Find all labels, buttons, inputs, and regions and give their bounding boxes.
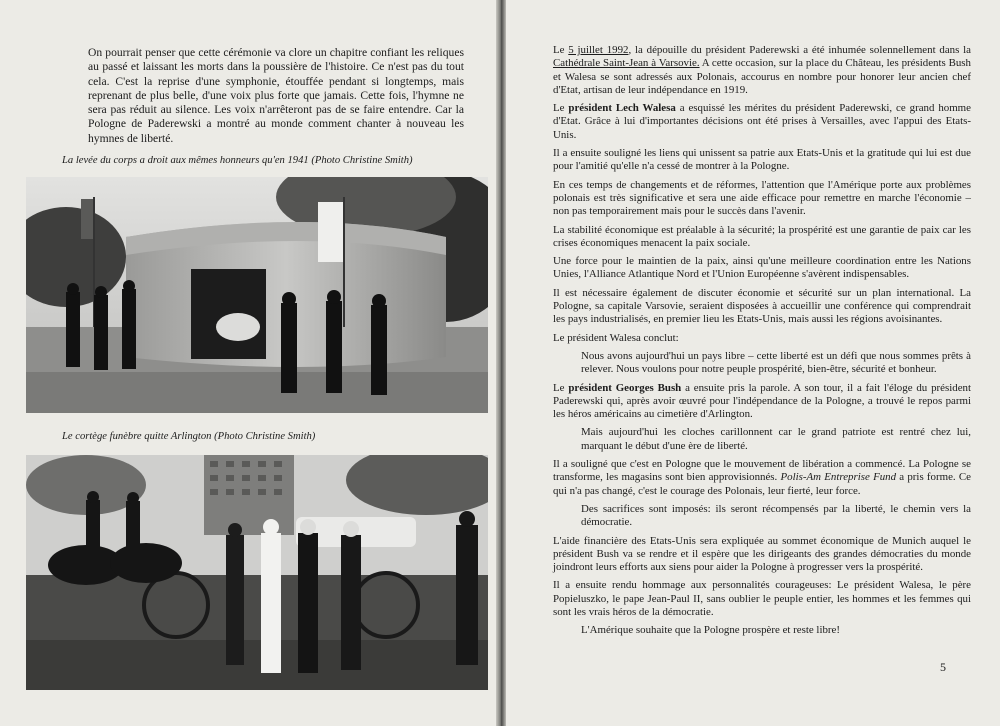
left-page [0, 0, 496, 726]
paragraph-9: Le président Georges Bush a ensuite pris la parole. A son tour, il a fait l'éloge du président Paderewski qui, après avoir œuvré pour l'indépendance de la Pologne, a trouvé le repos parmi les héros américains au cimetière d'Arlington. [553, 381, 971, 421]
photo-cortege [26, 455, 488, 690]
paragraph-3: Il a ensuite souligné les liens qui unissent sa patrie aux Etats-Unis et la gratitude qui lui est due pour l'amitié qu'elle n'a cessé de montrer à la Pologne. [553, 147, 971, 173]
page-number: 5 [940, 660, 946, 674]
photo-ceremony [26, 177, 488, 413]
paragraph-7: Il est nécessaire également de discuter économie et sécurité sur un plan international. La Pologne, sa capitale Varsovie, seraient disposées à accueillir une conférence qui comprendrait les pays industrialisés, en premier lieu les Etats-Unis, mais aussi les régions avoisinantes. [553, 286, 971, 326]
paragraph-5: La stabilité économique est préalable à la sécurité; la prospérité est une garantie de paix car les crises économiques menacent la paix sociale. [553, 223, 971, 249]
intro-paragraph: On pourrait penser que cette cérémonie va clore un chapitre confiant les reliques au passé et laissant les morts dans la poussière de l'histoire. Ce n'est pas du tout cela. C'est la reprise d'une symphonie, étouffée pendant si longtemps, mais reprenant de plus belle, d'une voix plus forte que jamais. Cette fois, l'hymne ne sera pas réduit au silence. Les voix n'arrêteront pas de se faire entendre. Car la Pologne de Paderewski a montré au monde comment chanter à nouveau les hymnes de liberté. [88, 46, 464, 145]
ceremony-photo-image [26, 177, 488, 413]
paragraph-2: Le président Lech Walesa a esquissé les mérites du président Paderewski, ce grand homme d'Etat. Grâce à lui d'importantes décisions ont été prises à Versailles, avec l'appui des Etats-Unis. [553, 102, 971, 141]
article-column [553, 44, 971, 643]
paragraph-11: L'aide financière des Etats-Unis sera expliquée au sommet économique de Munich auquel le président Bush va se rendre et il espère que les dirigeants des grandes démocraties du monde joindront leurs efforts aux siens pour aider la Pologne à progresser vers la prospérité. [553, 534, 971, 574]
quote-3: Des sacrifices sont imposés: ils seront récompensés par la liberté, le chemin vers la démocratie. [581, 502, 971, 529]
paragraph-1: Le 5 juillet 1992, la dépouille du président Paderewski a été inhumée solennellement dans la Cathédrale Saint-Jean à Varsovie. A cette occasion, sur la place du Château, les présidents Bush et Walesa se sont adressés aux Polonais, accourus en nombre pour honorer leur ancien chef d'Etat, artisan de leur indépendance en 1919. [553, 44, 971, 96]
photo-caption-2: Le cortège funèbre quitte Arlington (Photo Christine Smith) [62, 431, 316, 442]
paragraph-6: Une force pour le maintien de la paix, ainsi qu'une meilleure coordination entre les Nations Unies, l'Alliance Atlantique Nord et l'Union Européenne s'avèrent indispensables. [553, 255, 971, 281]
book-gutter [496, 0, 506, 726]
quote-2: Mais aujourd'hui les cloches carillonnent car le grand patriote est rentré chez lui, marquant le début d'une ère de liberté. [581, 426, 971, 452]
photo-caption-1: La levée du corps a droit aux mêmes honneurs qu'en 1941 (Photo Christine Smith) [62, 155, 413, 166]
paragraph-10: Il a souligné que c'est en Pologne que le mouvement de libération a commencé. La Pologne se transforme, les magasins sont bien approvisionnés. Polis-Am Entreprise Fund a pris forme. Ce qui n'a pas changé, c'est le courage des Polonais, leur fierté, leur force. [553, 458, 971, 497]
paragraph-4: En ces temps de changements et de réformes, l'attention que l'Amérique porte aux problèmes polonais est très significative et sera une aide efficace pour remettre en marche l'économie – non pas temporairement mais pour le succès dans l'avenir. [553, 178, 971, 218]
right-page [506, 0, 1000, 726]
paragraph-8: Le président Walesa conclut: [553, 331, 679, 344]
quote-4: L'Amérique souhaite que la Pologne prospère et reste libre! [581, 624, 841, 637]
paragraph-12: Il a ensuite rendu hommage aux personnalités courageuses: Le président Walesa, le père Popieluszko, le pape Jean-Paul II, sans oublier le peuple entier, les hommes et les femmes qui sont les vrais héros de la démocratie. [553, 579, 971, 618]
cortege-photo-image [26, 455, 488, 690]
quote-1: Nous avons aujourd'hui un pays libre – cette liberté est un défi que nous sommes prêts à relever. Nous voulons pour notre peuple prospérité, bien-être, sécurité et bonheur. [581, 349, 971, 376]
